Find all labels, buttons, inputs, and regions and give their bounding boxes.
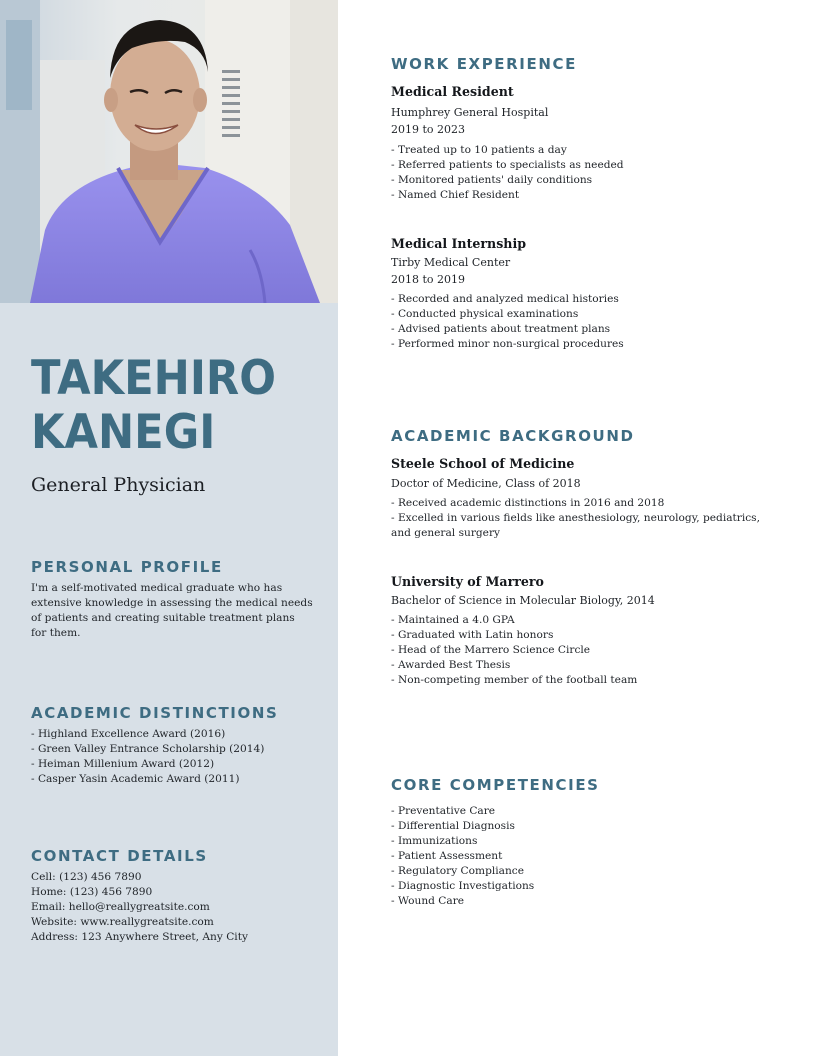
list-item: - Recorded and analyzed medical histories [391, 293, 619, 305]
school-name: Steele School of Medicine [391, 456, 575, 471]
list-item: - Maintained a 4.0 GPA [391, 614, 515, 626]
profile-text [31, 581, 313, 641]
job-title: General Physician [31, 474, 206, 496]
distinctions-heading: ACADEMIC DISTINCTIONS [31, 704, 279, 722]
job-place: Humphrey General Hospital [391, 106, 549, 119]
job-role: Medical Resident [391, 84, 514, 99]
list-item: - Graduated with Latin honors [391, 629, 554, 641]
school-degree: Bachelor of Science in Molecular Biology, 2014 [391, 594, 655, 607]
list-item: - Named Chief Resident [391, 189, 520, 201]
school-degree: Doctor of Medicine, Class of 2018 [391, 477, 581, 490]
job-place: Tirby Medical Center [391, 256, 511, 269]
job-bullets [391, 292, 624, 352]
list-item: - Head of the Marrero Science Circle [391, 644, 591, 656]
job-dates: 2018 to 2019 [391, 273, 466, 286]
contact-email: Email: hello@reallygreatsite.com [31, 901, 210, 913]
list-item: - Conducted physical examinations [391, 308, 579, 320]
list-item: - Non-competing member of the football team [391, 674, 638, 686]
list-item: - Preventative Care [391, 805, 496, 817]
job-role: Medical Internship [391, 236, 527, 251]
school-bullets [391, 613, 637, 688]
contact-cell: Cell: (123) 456 7890 [31, 871, 142, 883]
competencies-heading: CORE COMPETENCIES [391, 776, 600, 794]
list-item: - Referred patients to specialists as needed [391, 159, 624, 171]
contact-home: Home: (123) 456 7890 [31, 886, 153, 898]
school-bullets [391, 496, 766, 541]
contact-list [31, 870, 248, 945]
list-item: - Casper Yasin Academic Award (2011) [31, 773, 240, 785]
name-first: TAKEHIRO [31, 351, 276, 406]
list-item: - Performed minor non-surgical procedures [391, 338, 624, 350]
list-item: - Monitored patients' daily conditions [391, 174, 593, 186]
profile-line: extensive knowledge in assessing the medical needs [31, 597, 313, 609]
contact-website: Website: www.reallygreatsite.com [31, 916, 214, 928]
candidate-name [31, 352, 307, 460]
work-heading: WORK EXPERIENCE [391, 55, 577, 73]
name-last: KANEGI [31, 405, 216, 460]
profile-line: I'm a self-motivated medical graduate who has [31, 582, 283, 594]
list-item: - Patient Assessment [391, 850, 503, 862]
competencies-list [391, 804, 534, 909]
list-item: - Treated up to 10 patients a day [391, 144, 567, 156]
contact-heading: CONTACT DETAILS [31, 847, 208, 865]
list-item: - Green Valley Entrance Scholarship (2014) [31, 743, 265, 755]
distinctions-list [31, 727, 264, 787]
list-item: - Heiman Millenium Award (2012) [31, 758, 215, 770]
contact-address: Address: 123 Anywhere Street, Any City [31, 931, 248, 943]
list-item: - Wound Care [391, 895, 465, 907]
profile-photo [0, 0, 338, 303]
list-item: - Awarded Best Thesis [391, 659, 511, 671]
list-item: - Diagnostic Investigations [391, 880, 535, 892]
academic-heading: ACADEMIC BACKGROUND [391, 427, 635, 445]
list-item: - Immunizations [391, 835, 478, 847]
list-item: - Regulatory Compliance [391, 865, 524, 877]
list-item: - Differential Diagnosis [391, 820, 515, 832]
list-item: - Advised patients about treatment plans [391, 323, 611, 335]
profile-line: for them. [31, 627, 81, 639]
profile-line: of patients and creating suitable treatment plans [31, 612, 295, 624]
job-bullets [391, 143, 624, 203]
profile-heading: PERSONAL PROFILE [31, 558, 223, 576]
school-name: University of Marrero [391, 574, 544, 589]
list-item: - Highland Excellence Award (2016) [31, 728, 226, 740]
list-item: - Excelled in various fields like anesthesiology, neurology, pediatrics, and general surgery [391, 512, 760, 539]
list-item: - Received academic distinctions in 2016 and 2018 [391, 497, 665, 509]
job-dates: 2019 to 2023 [391, 123, 466, 136]
